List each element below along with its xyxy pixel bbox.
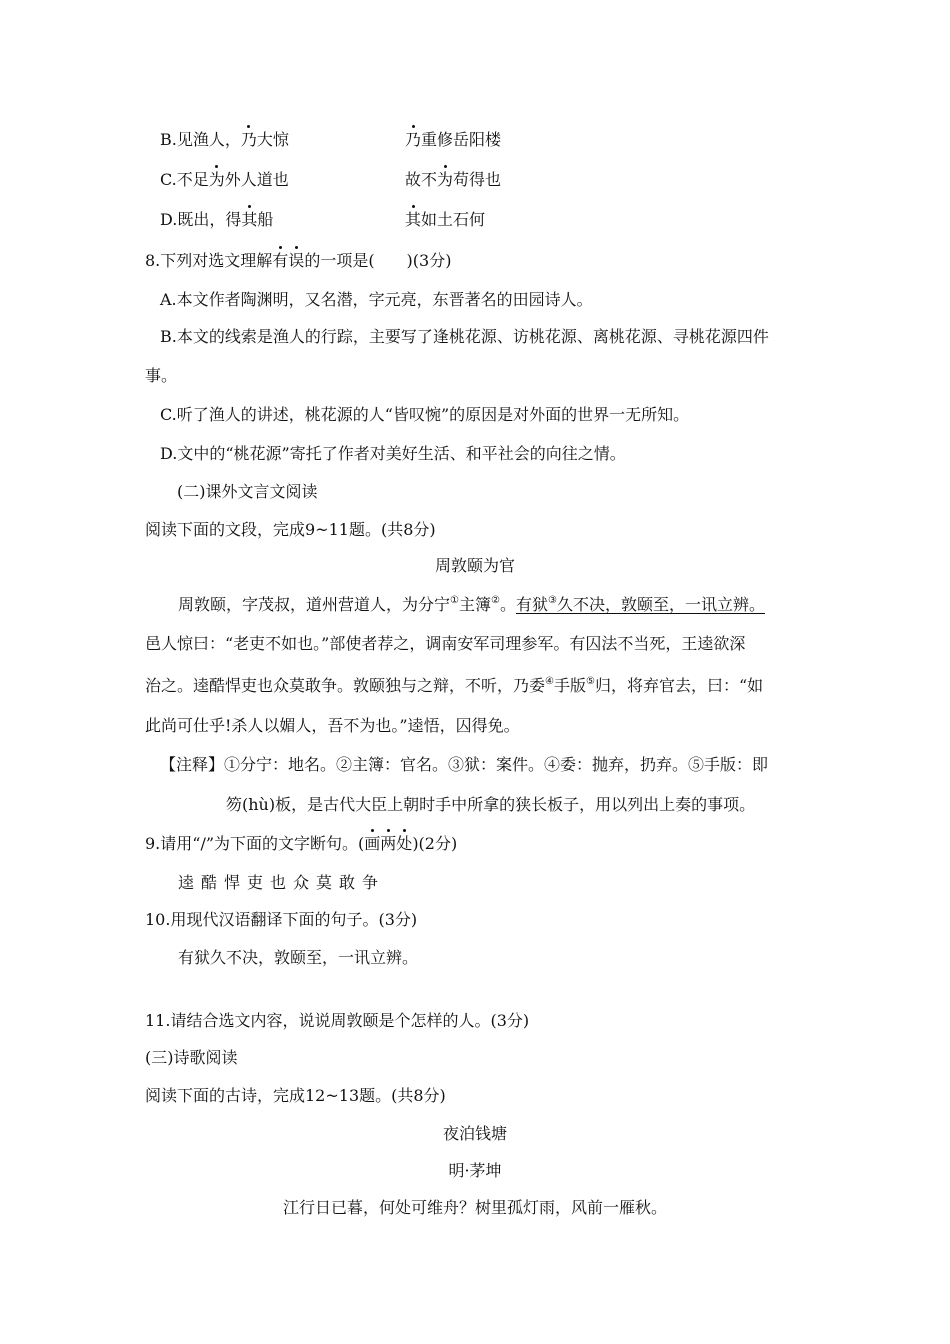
q7-option-c-right	[405, 170, 501, 190]
dotted-char: 乃	[405, 130, 422, 149]
text: 手版	[553, 676, 586, 695]
text: 主簿	[458, 595, 491, 614]
section-heading: (二)课外文言文阅读	[177, 482, 318, 501]
dotted-char: 为	[208, 170, 225, 189]
passage-title: 周敦颐为官	[434, 556, 515, 575]
text: 既出，得	[177, 210, 242, 229]
poem-title: 夜泊钱塘	[442, 1124, 507, 1143]
q7-option-b-right	[405, 130, 501, 150]
text: 治之。逵酷悍吏也众莫敢争。敦颐独与之辩，不听，乃委	[145, 676, 546, 695]
section-instruction: 阅读下面的文段，完成9~11题。(共8分)	[145, 520, 436, 539]
dotted-char: 两	[380, 834, 397, 853]
text: 重修岳阳楼	[421, 130, 502, 149]
poem-author: 明·茅坤	[448, 1161, 502, 1180]
text: 9.请用“/”为下面的文字断句。(	[145, 834, 365, 853]
dotted-char: 误	[288, 251, 305, 270]
q8-option-b-continued: 事。	[145, 366, 178, 385]
text: 大惊	[256, 130, 289, 149]
text: 的一项是( )(3分)	[304, 251, 452, 270]
annotation-line-2: 笏(hù)板，是古代大臣上朝时手中所拿的狭长板子，用以列出上奏的事项。	[226, 795, 756, 814]
text: 不足	[176, 170, 209, 189]
text: 外人道也	[224, 170, 289, 189]
q7-option-b	[160, 130, 289, 150]
text: 有狱	[515, 595, 548, 614]
section-heading: (三)诗歌阅读	[145, 1048, 238, 1067]
dotted-char: 乃	[240, 130, 257, 149]
poem-line-1: 江行日已暮，何处可维舟？树里孤灯雨，风前一雁秋。	[282, 1198, 667, 1217]
q10-question: 10.用现代汉语翻译下面的句子。(3分)	[145, 910, 418, 929]
footnote-mark: ③	[548, 595, 557, 606]
q9-question	[145, 834, 457, 854]
q8-option-d: D.文中的“桃花源”寄托了作者对美好生活、和平社会的向往之情。	[160, 444, 626, 463]
text: 归，将弃官去，曰：“如	[594, 676, 764, 695]
q7-option-c	[160, 170, 289, 190]
text: 船	[257, 210, 274, 229]
text: 苟得也	[453, 170, 502, 189]
text: 8.下列对选文理解	[145, 251, 273, 270]
passage-line-2: 邑人惊曰：“老吏不如也。”部使者荐之，调南安军司理参军。有囚法不当死，王逵欲深	[145, 634, 746, 653]
text: )(2分)	[412, 834, 458, 853]
text: 见渔人，	[176, 130, 241, 149]
underlined-sentence	[516, 595, 765, 614]
section-instruction: 阅读下面的古诗，完成12~13题。(共8分)	[145, 1086, 446, 1105]
footnote-mark: ④	[545, 676, 554, 687]
q11-question: 11.请结合选文内容，说说周敦颐是个怎样的人。(3分)	[145, 1011, 530, 1030]
text: 如土石何	[421, 210, 486, 229]
dotted-char: 为	[437, 170, 454, 189]
dotted-char: 其	[241, 210, 258, 229]
dotted-char: 有	[272, 251, 289, 270]
passage-line-3	[145, 676, 763, 696]
q10-sentence: 有狱久不决，敦颐至，一讯立辨。	[178, 948, 419, 967]
option-label: B.	[160, 130, 177, 149]
dotted-char: 画	[364, 834, 381, 853]
q8-option-a: A.本文作者陶渊明，又名潜，字元亮，东晋著名的田园诗人。	[160, 290, 593, 309]
q9-text: 逵酷悍吏也众莫敢争	[178, 873, 386, 892]
option-label: D.	[160, 210, 178, 229]
text: 久不决，敦颐至，一讯立辨。	[556, 595, 765, 614]
q7-option-d-right	[405, 210, 485, 230]
text: 。	[499, 595, 516, 614]
footnote-mark: ⑤	[586, 676, 595, 687]
dotted-char: 处	[396, 834, 413, 853]
q8-option-b: B.本文的线索是渔人的行踪，主要写了逢桃花源、访桃花源、离桃花源、寻桃花源四件	[160, 327, 769, 346]
text: 故不	[405, 170, 438, 189]
footnote-mark: ①	[450, 595, 459, 606]
option-label: C.	[160, 170, 177, 189]
passage-line-1	[178, 595, 765, 615]
q8-option-c: C.听了渔人的讲述，桃花源的人“皆叹惋”的原因是对外面的世界一无所知。	[160, 405, 690, 424]
dotted-char: 其	[405, 210, 422, 229]
q8-question	[145, 251, 451, 271]
passage-line-4: 此尚可仕乎!杀人以媚人，吾不为也。”逵悟，囚得免。	[145, 716, 520, 735]
q7-option-d	[160, 210, 273, 230]
annotation-line-1: 【注释】①分宁：地名。②主簿：官名。③狱：案件。④委：抛弃，扔弃。⑤手版：即	[160, 755, 769, 774]
text: 周敦颐，字茂叔，道州营道人，为分宁	[178, 595, 451, 614]
footnote-mark: ②	[491, 595, 500, 606]
